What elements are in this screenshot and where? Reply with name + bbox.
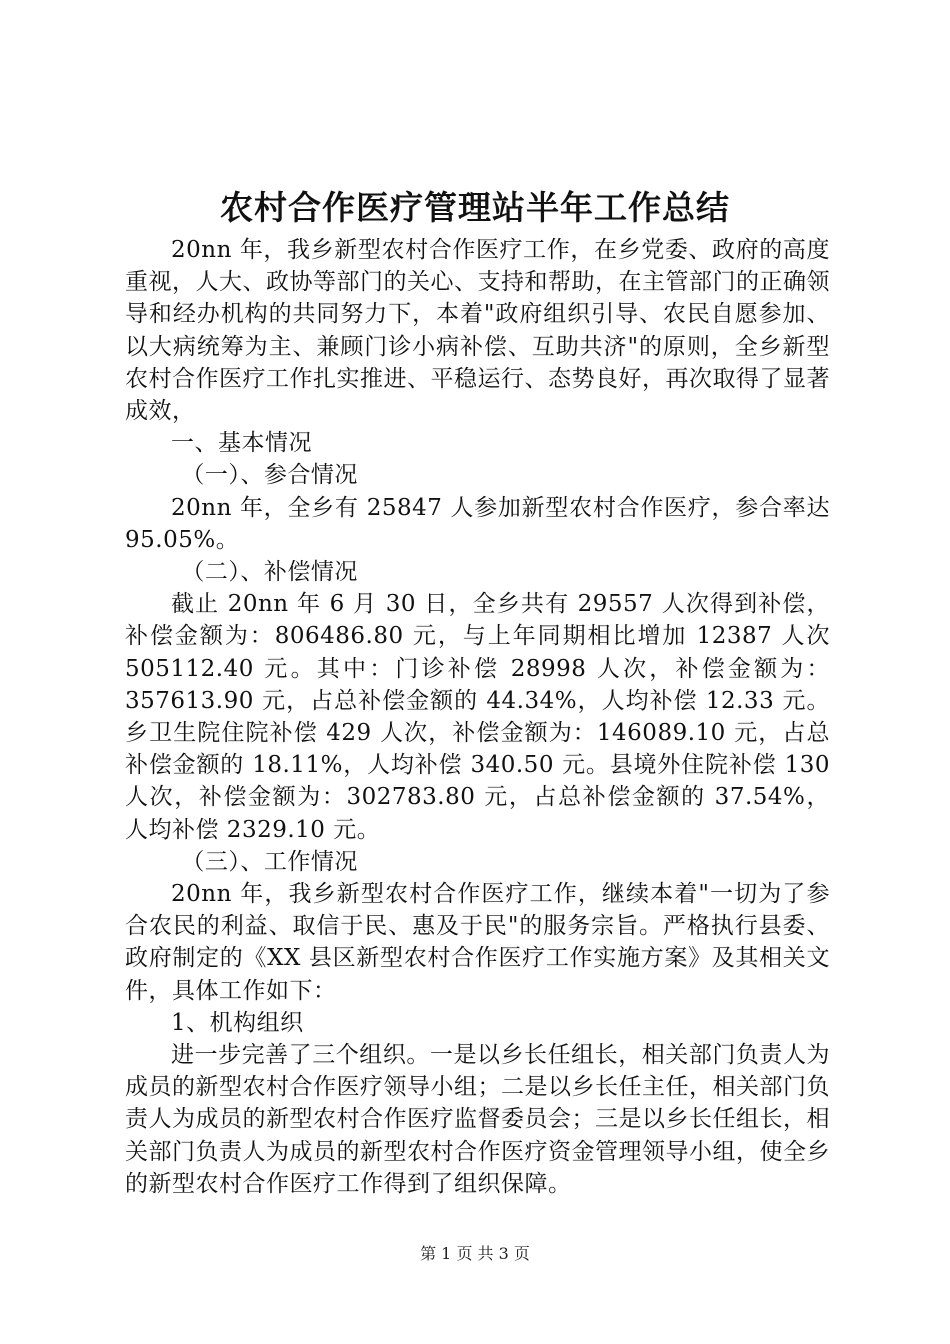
organization-paragraph: 进一步完善了三个组织。一是以乡长任组长，相关部门负责人为成员的新型农村合作医疗领导小组；二是以乡长任主任，相关部门负责人为成员的新型农村合作医疗监督委员会；三是以乡长任组长，相关部门负责人为成员的新型农村合作医疗资金管理领导小组，使全乡的新型农村合作医疗工作得到了组织保障。 — [125, 1042, 830, 1197]
item-heading-organization: 1、机构组织 — [171, 1009, 304, 1036]
page-footer: 第 1 页 共 3 页 — [420, 1244, 530, 1263]
work-paragraph: 20nn 年，我乡新型农村合作医疗工作，继续本着"一切为了参合农民的利益、取信于民、惠及于民"的服务宗旨。严格执行县委、政府制定的《XX 县区新型农村合作医疗工作实施方案》及其相关文件，具体工作如下： — [125, 881, 830, 1004]
subsection-heading-work: （三）、工作情况 — [181, 848, 358, 875]
section-heading-basic-info: 一、基本情况 — [171, 430, 312, 457]
compensation-paragraph: 截止 20nn 年 6 月 30 日，全乡共有 29557 人次得到补偿，补偿金额为：806486.80 元，与上年同期相比增加 12387 人次505112.40 元。其中：门诊补偿 28998 人次，补偿金额为：357613.90 元，占总补偿金额的 44.34%，人均补偿 12.33 元。乡卫生院住院补偿 429 人次，补偿金额为：146089.10 元，占总补偿金额的 18.11%，人均补偿 340.50 元。县境外住院补偿 130人次，补偿金额为：302783.80 元，占总补偿金额的 37.54%，人均补偿 2329.10 元。 — [125, 591, 830, 843]
subsection-heading-compensation: （二）、补偿情况 — [181, 559, 358, 586]
participation-paragraph: 20nn 年，全乡有 25847 人参加新型农村合作医疗，参合率达 95.05%。 — [125, 494, 830, 553]
document-title: 农村合作医疗管理站半年工作总结 — [220, 188, 730, 227]
document-body — [125, 234, 830, 1200]
subsection-heading-participation: （一）、参合情况 — [181, 462, 358, 489]
intro-paragraph: 20nn 年，我乡新型农村合作医疗工作，在乡党委、政府的高度重视，人大、政协等部门的关心、支持和帮助，在主管部门的正确领导和经办机构的共同努力下，本着"政府组织引导、农民自愿参加、以大病统筹为主、兼顾门诊小病补偿、互助共济"的原则，全乡新型农村合作医疗工作扎实推进、平稳运行、态势良好，再次取得了显著成效， — [125, 237, 830, 425]
